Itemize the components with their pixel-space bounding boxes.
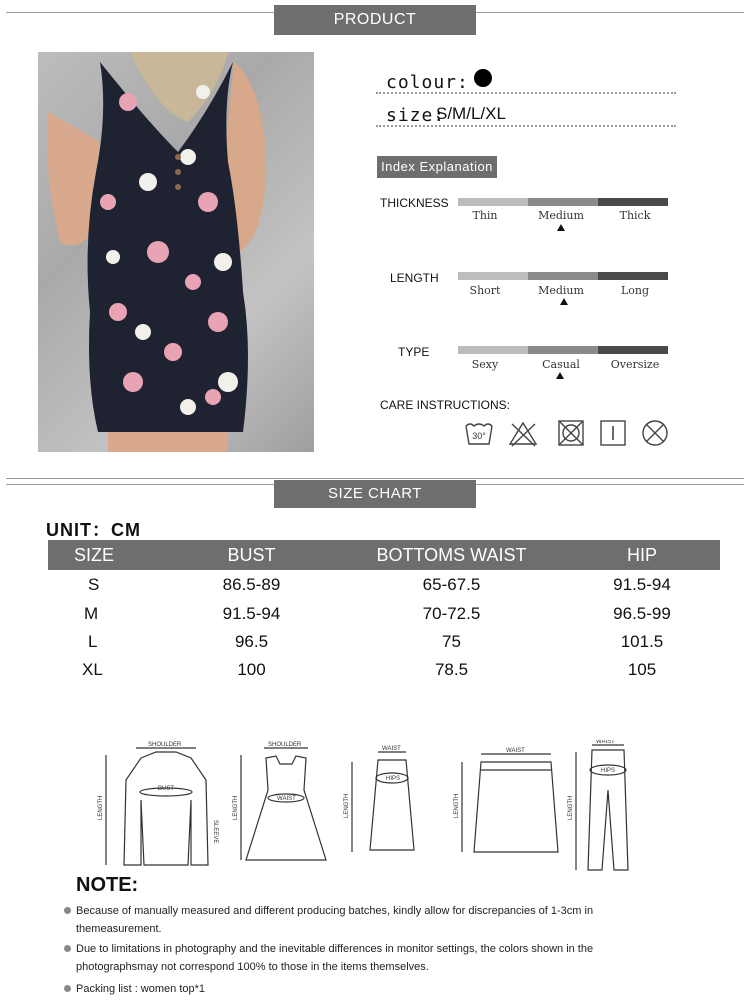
note-text: Packing list : women top*1: [76, 983, 206, 995]
svg-text:BUST: BUST: [158, 786, 175, 792]
thickness-bar-medium: [528, 198, 598, 206]
table-row: [48, 656, 720, 684]
no-tumble-dry-icon: [556, 418, 586, 448]
note-item: [76, 980, 636, 998]
type-bar-casual: [528, 346, 598, 354]
no-dry-clean-icon: [640, 418, 670, 448]
svg-text:LENGTH: LENGTH: [454, 793, 460, 818]
type-option-oversize: Oversize: [610, 358, 660, 371]
thickness-option-thin: Thin: [472, 209, 498, 222]
svg-text:SHOULDER: SHOULDER: [268, 742, 302, 748]
note-text: Due to limitations in photography and the inevitable differences in monitor settings, the colors shown in the photographsmay not correspond 100% to those in the items themselves.: [76, 943, 594, 973]
thickness-bar-thick: [598, 198, 668, 206]
cell-waist: 70-72.5: [422, 604, 481, 623]
size-divider: [376, 125, 676, 127]
cell-size: XL: [82, 660, 103, 679]
note-title: NOTE:: [76, 874, 139, 896]
cell-size: S: [88, 575, 100, 594]
colour-swatch-black[interactable]: [474, 69, 492, 87]
cell-hip: 105: [627, 660, 657, 679]
cell-bust: 100: [237, 660, 266, 679]
cell-waist: 75: [442, 632, 461, 651]
size-chart-header-row: [48, 540, 720, 570]
hang-dry-icon: [598, 418, 628, 448]
svg-text:WAIST: WAIST: [596, 740, 615, 745]
svg-text:HIPS: HIPS: [386, 776, 401, 782]
table-row: [48, 600, 720, 628]
svg-text:30°: 30°: [472, 431, 486, 441]
cell-waist: 78.5: [434, 660, 469, 679]
cell-size: L: [88, 632, 98, 651]
size-chart-divider-top: [6, 478, 744, 479]
length-bar-medium: [528, 272, 598, 280]
cell-bust: 91.5-94: [222, 604, 281, 623]
size-value: S/M/L/XL: [436, 104, 506, 123]
cell-bust: 96.5: [234, 632, 269, 651]
top-divider-left: [6, 12, 274, 13]
svg-text:LENGTH: LENGTH: [344, 793, 350, 818]
length-option-medium: Medium: [538, 284, 584, 297]
thickness-option-thick: Thick: [619, 209, 651, 222]
size-label: size:: [386, 105, 446, 126]
svg-text:LENGTH: LENGTH: [233, 795, 239, 820]
table-row: [48, 570, 720, 600]
bullet-icon: [64, 907, 71, 914]
note-text: Because of manually measured and different producing batches, kindly allow for discrepancies of 1-3cm in themeasurement.: [76, 905, 594, 935]
bullet-icon: [64, 945, 71, 952]
product-information-banner: PRODUCT INFORMATION: [274, 5, 476, 35]
top-divider-right: [476, 12, 744, 13]
note-item: [76, 940, 636, 976]
care-instructions-label: CARE INSTRUCTIONS:: [380, 398, 511, 412]
header-bust: BUST: [164, 540, 339, 570]
type-bar-sexy: [458, 346, 528, 354]
svg-text:WAIST: WAIST: [506, 748, 525, 754]
header-hip: HIP: [564, 540, 720, 570]
cell-size: M: [84, 604, 99, 623]
cell-hip: 101.5: [620, 632, 664, 651]
cell-bust: 86.5-89: [222, 575, 281, 594]
wash-30-icon: [464, 418, 494, 448]
length-selected-marker: [560, 298, 568, 305]
type-selected-marker: [556, 372, 564, 379]
svg-text:SHOULDER: SHOULDER: [148, 742, 182, 748]
colour-label: colour:: [386, 72, 469, 93]
length-option-short: Short: [469, 284, 501, 297]
thickness-bar-thin: [458, 198, 528, 206]
unit-label: UNIT：CM: [46, 520, 141, 540]
length-option-long: Long: [620, 284, 650, 297]
svg-text:WAIST: WAIST: [277, 796, 296, 802]
type-label: TYPE: [398, 345, 430, 359]
length-bar-short: [458, 272, 528, 280]
thickness-selected-marker: [557, 224, 565, 231]
cell-waist: 65-67.5: [422, 575, 481, 594]
length-bar-long: [598, 272, 668, 280]
index-explanation-tag: Index Explanation: [377, 156, 497, 178]
svg-text:LENGTH: LENGTH: [98, 795, 104, 820]
cell-hip: 96.5-99: [613, 604, 671, 623]
bullet-icon: [64, 985, 71, 992]
type-option-casual: Casual: [542, 358, 580, 371]
thickness-label: THICKNESS: [380, 196, 449, 210]
colour-divider: [376, 92, 676, 94]
product-photo: [38, 52, 314, 452]
svg-text:LENGTH: LENGTH: [568, 795, 574, 820]
svg-text:SLEEVE: SLEEVE: [212, 820, 218, 844]
no-bleach-icon: [508, 418, 538, 448]
floral-dress-photo: [38, 52, 314, 452]
size-chart-divider-mid-right: [476, 484, 744, 485]
type-bar-oversize: [598, 346, 668, 354]
length-label: LENGTH: [390, 271, 439, 285]
thickness-option-medium: Medium: [538, 209, 584, 222]
note-item: [76, 902, 636, 938]
measurement-diagrams: [96, 740, 656, 875]
type-option-sexy: Sexy: [471, 358, 499, 371]
header-size: SIZE: [48, 540, 164, 570]
header-bottoms-waist: BOTTOMS WAIST: [339, 540, 564, 570]
table-row: [48, 628, 720, 656]
svg-text:WAIST: WAIST: [382, 746, 401, 752]
size-chart-table: [48, 540, 720, 684]
cell-hip: 91.5-94: [613, 575, 671, 594]
size-chart-divider-mid: [6, 484, 274, 485]
size-chart-banner: SIZE CHART: [274, 480, 476, 508]
svg-text:HIPS: HIPS: [601, 768, 616, 774]
